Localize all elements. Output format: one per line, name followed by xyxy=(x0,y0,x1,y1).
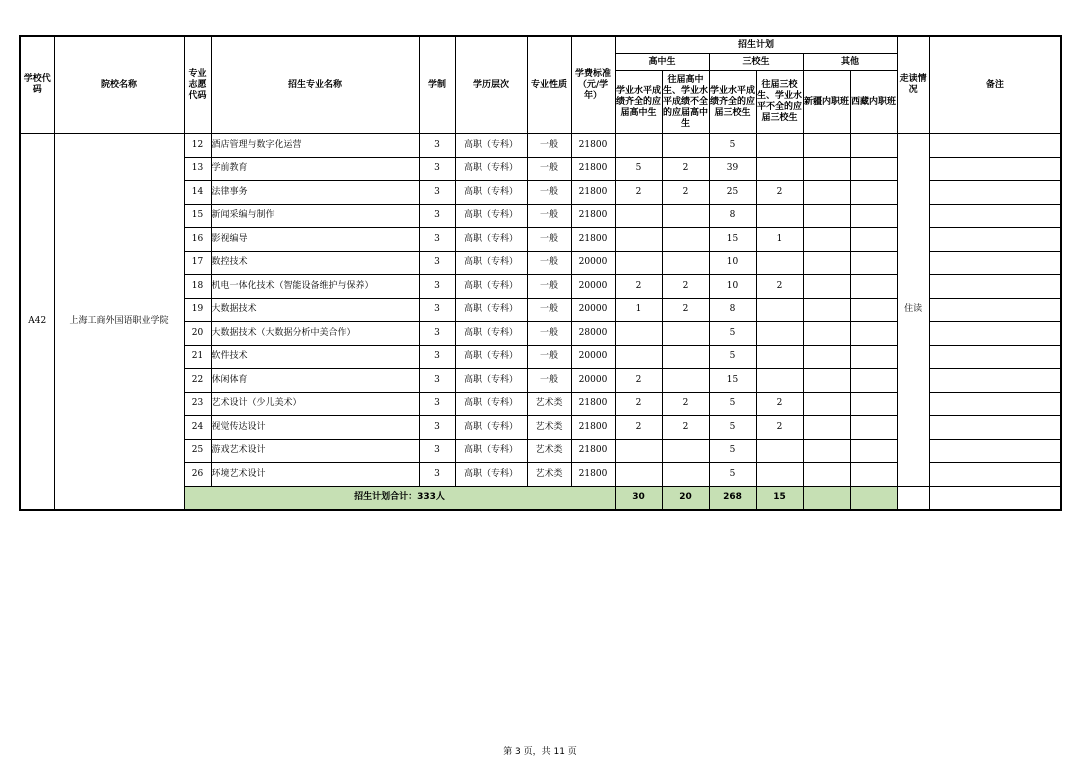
fee-cell: 20000 xyxy=(571,251,615,275)
remarks-cell xyxy=(929,228,1061,252)
major-code-cell: 19 xyxy=(184,298,211,322)
remarks-cell xyxy=(929,181,1061,205)
tibet-cell xyxy=(850,345,897,369)
hs-past-cell xyxy=(662,134,709,158)
duration-cell: 3 xyxy=(419,298,455,322)
level-cell: 高职（专科） xyxy=(455,463,527,487)
major-name-cell: 游戏艺术设计 xyxy=(211,439,419,463)
ts-current-cell: 8 xyxy=(709,204,756,228)
hs-past-cell xyxy=(662,322,709,346)
ts-past-cell xyxy=(756,322,803,346)
xinjiang-cell xyxy=(803,134,850,158)
hs-past-cell xyxy=(662,463,709,487)
major-code-cell: 24 xyxy=(184,416,211,440)
major-name-cell: 大数据技术（大数据分析中美合作） xyxy=(211,322,419,346)
ts-past-cell: 2 xyxy=(756,416,803,440)
ts-past-cell xyxy=(756,439,803,463)
hs-past-cell: 2 xyxy=(662,275,709,299)
boarding-cell: 住读 xyxy=(897,134,929,487)
fee-cell: 21800 xyxy=(571,463,615,487)
header-level: 学历层次 xyxy=(455,36,527,134)
fee-cell: 21800 xyxy=(571,204,615,228)
ts-past-cell xyxy=(756,157,803,181)
ts-past-cell xyxy=(756,463,803,487)
level-cell: 高职（专科） xyxy=(455,134,527,158)
hs-current-cell xyxy=(615,439,662,463)
remarks-cell xyxy=(929,463,1061,487)
hs-current-cell xyxy=(615,463,662,487)
major-name-cell: 视觉传达设计 xyxy=(211,416,419,440)
nature-cell: 一般 xyxy=(527,228,571,252)
tibet-cell xyxy=(850,322,897,346)
remarks-cell xyxy=(929,345,1061,369)
header-remarks: 备注 xyxy=(929,36,1061,134)
major-code-cell: 16 xyxy=(184,228,211,252)
xinjiang-cell xyxy=(803,345,850,369)
tibet-cell xyxy=(850,298,897,322)
nature-cell: 艺术类 xyxy=(527,392,571,416)
header-plan: 招生计划 xyxy=(615,36,897,54)
ts-current-cell: 5 xyxy=(709,463,756,487)
page-footer: 第 3 页，共 11 页 xyxy=(503,747,577,757)
ts-current-cell: 5 xyxy=(709,392,756,416)
nature-cell: 一般 xyxy=(527,157,571,181)
hs-past-cell xyxy=(662,204,709,228)
ts-past-cell xyxy=(756,298,803,322)
level-cell: 高职（专科） xyxy=(455,298,527,322)
header-major-code: 专业志愿代码 xyxy=(184,36,211,134)
duration-cell: 3 xyxy=(419,275,455,299)
tibet-cell xyxy=(850,369,897,393)
header-hs-current: 学业水平成绩齐全的应届高中生 xyxy=(615,71,662,134)
table-body xyxy=(20,134,1061,511)
nature-cell: 一般 xyxy=(527,275,571,299)
duration-cell: 3 xyxy=(419,416,455,440)
ts-past-cell: 1 xyxy=(756,228,803,252)
fee-cell: 21800 xyxy=(571,416,615,440)
ts-past-cell xyxy=(756,369,803,393)
ts-past-cell: 2 xyxy=(756,392,803,416)
major-code-cell: 15 xyxy=(184,204,211,228)
major-name-cell: 艺术设计（少儿美术） xyxy=(211,392,419,416)
total-hs-current-cell: 30 xyxy=(615,486,662,510)
header-other: 其他 xyxy=(803,54,897,71)
fee-cell: 20000 xyxy=(571,345,615,369)
total-label-cell: 招生计划合计：333人 xyxy=(184,486,615,510)
major-code-cell: 23 xyxy=(184,392,211,416)
nature-cell: 一般 xyxy=(527,369,571,393)
school-code-cell: A42 xyxy=(20,134,54,511)
remarks-cell xyxy=(929,204,1061,228)
hs-current-cell: 5 xyxy=(615,157,662,181)
total-boarding-cell xyxy=(897,486,929,510)
level-cell: 高职（专科） xyxy=(455,157,527,181)
duration-cell: 3 xyxy=(419,463,455,487)
nature-cell: 一般 xyxy=(527,298,571,322)
major-name-cell: 休闲体育 xyxy=(211,369,419,393)
fee-cell: 20000 xyxy=(571,298,615,322)
xinjiang-cell xyxy=(803,439,850,463)
level-cell: 高职（专科） xyxy=(455,181,527,205)
remarks-cell xyxy=(929,275,1061,299)
xinjiang-cell xyxy=(803,157,850,181)
enrollment-plan-table xyxy=(19,35,1062,511)
nature-cell: 一般 xyxy=(527,345,571,369)
ts-past-cell: 2 xyxy=(756,181,803,205)
hs-past-cell: 2 xyxy=(662,392,709,416)
xinjiang-cell xyxy=(803,298,850,322)
total-tibet-cell xyxy=(850,486,897,510)
level-cell: 高职（专科） xyxy=(455,204,527,228)
hs-past-cell: 2 xyxy=(662,157,709,181)
tibet-cell xyxy=(850,134,897,158)
fee-cell: 21800 xyxy=(571,439,615,463)
header-boarding: 走读情况 xyxy=(897,36,929,134)
ts-current-cell: 39 xyxy=(709,157,756,181)
nature-cell: 艺术类 xyxy=(527,463,571,487)
fee-cell: 21800 xyxy=(571,134,615,158)
tibet-cell xyxy=(850,392,897,416)
fee-cell: 21800 xyxy=(571,228,615,252)
level-cell: 高职（专科） xyxy=(455,228,527,252)
total-xinjiang-cell xyxy=(803,486,850,510)
header-high-school: 高中生 xyxy=(615,54,709,71)
tibet-cell xyxy=(850,228,897,252)
level-cell: 高职（专科） xyxy=(455,416,527,440)
hs-current-cell xyxy=(615,322,662,346)
remarks-cell xyxy=(929,369,1061,393)
duration-cell: 3 xyxy=(419,345,455,369)
major-code-cell: 20 xyxy=(184,322,211,346)
ts-past-cell: 2 xyxy=(756,275,803,299)
xinjiang-cell xyxy=(803,322,850,346)
school-name-cell: 上海工商外国语职业学院 xyxy=(54,134,184,511)
tibet-cell xyxy=(850,463,897,487)
header-tibet: 西藏内职班 xyxy=(850,71,897,134)
major-code-cell: 14 xyxy=(184,181,211,205)
tibet-cell xyxy=(850,181,897,205)
xinjiang-cell xyxy=(803,369,850,393)
hs-current-cell: 2 xyxy=(615,369,662,393)
header-xinjiang: 新疆内职班 xyxy=(803,71,850,134)
tibet-cell xyxy=(850,416,897,440)
hs-current-cell: 1 xyxy=(615,298,662,322)
xinjiang-cell xyxy=(803,463,850,487)
hs-past-cell xyxy=(662,251,709,275)
duration-cell: 3 xyxy=(419,322,455,346)
ts-current-cell: 10 xyxy=(709,275,756,299)
major-name-cell: 数控技术 xyxy=(211,251,419,275)
header-three-school: 三校生 xyxy=(709,54,803,71)
xinjiang-cell xyxy=(803,392,850,416)
major-code-cell: 26 xyxy=(184,463,211,487)
remarks-cell xyxy=(929,439,1061,463)
level-cell: 高职（专科） xyxy=(455,251,527,275)
header-duration: 学制 xyxy=(419,36,455,134)
hs-past-cell: 2 xyxy=(662,298,709,322)
xinjiang-cell xyxy=(803,204,850,228)
major-name-cell: 软件技术 xyxy=(211,345,419,369)
ts-past-cell xyxy=(756,204,803,228)
fee-cell: 21800 xyxy=(571,392,615,416)
remarks-cell xyxy=(929,157,1061,181)
xinjiang-cell xyxy=(803,416,850,440)
ts-past-cell xyxy=(756,251,803,275)
major-code-cell: 25 xyxy=(184,439,211,463)
tibet-cell xyxy=(850,157,897,181)
nature-cell: 一般 xyxy=(527,134,571,158)
hs-past-cell xyxy=(662,439,709,463)
remarks-cell xyxy=(929,134,1061,158)
major-name-cell: 机电一体化技术（智能设备维护与保养） xyxy=(211,275,419,299)
table-row xyxy=(20,134,1061,158)
ts-current-cell: 25 xyxy=(709,181,756,205)
duration-cell: 3 xyxy=(419,369,455,393)
header-school-name: 院校名称 xyxy=(54,36,184,134)
ts-past-cell xyxy=(756,345,803,369)
hs-current-cell xyxy=(615,228,662,252)
nature-cell: 艺术类 xyxy=(527,439,571,463)
hs-past-cell xyxy=(662,345,709,369)
tibet-cell xyxy=(850,251,897,275)
xinjiang-cell xyxy=(803,181,850,205)
total-ts-current-cell: 268 xyxy=(709,486,756,510)
remarks-cell xyxy=(929,251,1061,275)
hs-current-cell xyxy=(615,204,662,228)
tibet-cell xyxy=(850,204,897,228)
header-ts-past: 往届三校生、学业水平不全的应届三校生 xyxy=(756,71,803,134)
nature-cell: 一般 xyxy=(527,322,571,346)
major-name-cell: 酒店管理与数字化运营 xyxy=(211,134,419,158)
major-code-cell: 17 xyxy=(184,251,211,275)
ts-current-cell: 5 xyxy=(709,134,756,158)
major-name-cell: 学前教育 xyxy=(211,157,419,181)
duration-cell: 3 xyxy=(419,134,455,158)
header-fee: 学费标准（元/学年） xyxy=(571,36,615,134)
hs-current-cell: 2 xyxy=(615,416,662,440)
level-cell: 高职（专科） xyxy=(455,392,527,416)
hs-past-cell: 2 xyxy=(662,181,709,205)
major-name-cell: 大数据技术 xyxy=(211,298,419,322)
fee-cell: 28000 xyxy=(571,322,615,346)
header-nature: 专业性质 xyxy=(527,36,571,134)
major-code-cell: 21 xyxy=(184,345,211,369)
nature-cell: 一般 xyxy=(527,181,571,205)
fee-cell: 20000 xyxy=(571,275,615,299)
hs-past-cell: 2 xyxy=(662,416,709,440)
total-hs-past-cell: 20 xyxy=(662,486,709,510)
hs-current-cell: 2 xyxy=(615,275,662,299)
duration-cell: 3 xyxy=(419,439,455,463)
major-code-cell: 13 xyxy=(184,157,211,181)
total-ts-past-cell: 15 xyxy=(756,486,803,510)
fee-cell: 21800 xyxy=(571,181,615,205)
hs-current-cell xyxy=(615,134,662,158)
header-school-code: 学校代码 xyxy=(20,36,54,134)
xinjiang-cell xyxy=(803,251,850,275)
nature-cell: 一般 xyxy=(527,251,571,275)
major-name-cell: 新闻采编与制作 xyxy=(211,204,419,228)
major-code-cell: 12 xyxy=(184,134,211,158)
tibet-cell xyxy=(850,275,897,299)
hs-current-cell: 2 xyxy=(615,181,662,205)
duration-cell: 3 xyxy=(419,251,455,275)
ts-current-cell: 5 xyxy=(709,439,756,463)
tibet-cell xyxy=(850,439,897,463)
header-major-name: 招生专业名称 xyxy=(211,36,419,134)
hs-past-cell xyxy=(662,228,709,252)
level-cell: 高职（专科） xyxy=(455,345,527,369)
remarks-cell xyxy=(929,416,1061,440)
ts-current-cell: 8 xyxy=(709,298,756,322)
total-remarks-cell xyxy=(929,486,1061,510)
fee-cell: 21800 xyxy=(571,157,615,181)
ts-current-cell: 5 xyxy=(709,416,756,440)
duration-cell: 3 xyxy=(419,204,455,228)
duration-cell: 3 xyxy=(419,228,455,252)
ts-current-cell: 15 xyxy=(709,369,756,393)
hs-past-cell xyxy=(662,369,709,393)
level-cell: 高职（专科） xyxy=(455,439,527,463)
ts-current-cell: 10 xyxy=(709,251,756,275)
xinjiang-cell xyxy=(803,275,850,299)
remarks-cell xyxy=(929,322,1061,346)
major-code-cell: 18 xyxy=(184,275,211,299)
hs-current-cell: 2 xyxy=(615,392,662,416)
fee-cell: 20000 xyxy=(571,369,615,393)
ts-current-cell: 15 xyxy=(709,228,756,252)
major-name-cell: 法律事务 xyxy=(211,181,419,205)
header-hs-past: 往届高中生、学业水平成绩不全的应届高中生 xyxy=(662,71,709,134)
duration-cell: 3 xyxy=(419,157,455,181)
duration-cell: 3 xyxy=(419,181,455,205)
major-name-cell: 环境艺术设计 xyxy=(211,463,419,487)
nature-cell: 一般 xyxy=(527,204,571,228)
remarks-cell xyxy=(929,392,1061,416)
level-cell: 高职（专科） xyxy=(455,275,527,299)
level-cell: 高职（专科） xyxy=(455,322,527,346)
xinjiang-cell xyxy=(803,228,850,252)
level-cell: 高职（专科） xyxy=(455,369,527,393)
major-name-cell: 影视编导 xyxy=(211,228,419,252)
hs-current-cell xyxy=(615,345,662,369)
duration-cell: 3 xyxy=(419,392,455,416)
ts-current-cell: 5 xyxy=(709,322,756,346)
ts-past-cell xyxy=(756,134,803,158)
major-code-cell: 22 xyxy=(184,369,211,393)
ts-current-cell: 5 xyxy=(709,345,756,369)
header-ts-current: 学业水平成绩齐全的应届三校生 xyxy=(709,71,756,134)
hs-current-cell xyxy=(615,251,662,275)
nature-cell: 艺术类 xyxy=(527,416,571,440)
remarks-cell xyxy=(929,298,1061,322)
